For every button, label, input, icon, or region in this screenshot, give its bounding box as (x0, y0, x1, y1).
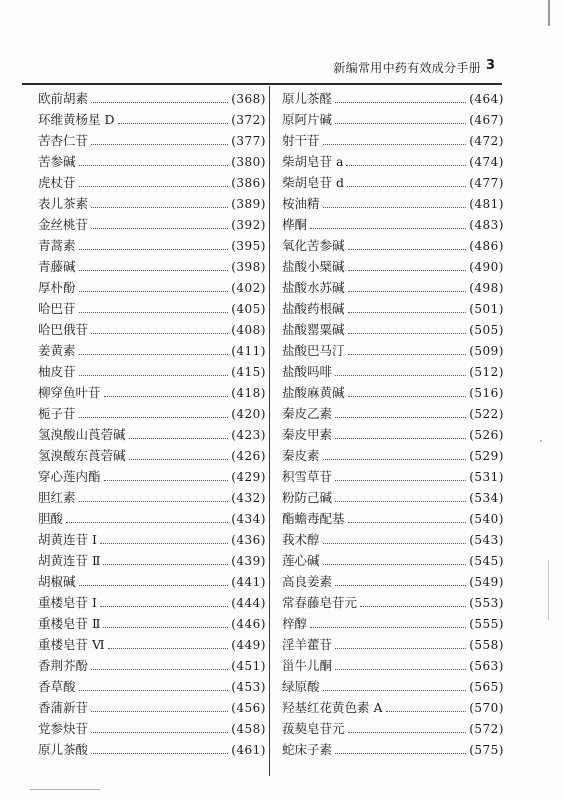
entry-page-number: (368) (231, 92, 266, 106)
entry-page-number: (395) (231, 239, 266, 253)
index-entry (38, 424, 266, 445)
index-entry (282, 298, 504, 319)
index-entry (282, 550, 504, 571)
index-entry (38, 340, 266, 361)
entry-compound-name: 苦参碱 (38, 154, 76, 169)
entry-page-number: (575) (469, 743, 504, 757)
entry-compound-name: 重楼皂苷 Ⅵ (38, 637, 105, 652)
entry-page-number: (481) (469, 197, 504, 211)
dot-leader (79, 164, 229, 166)
entry-compound-name: 常春藤皂苷元 (282, 595, 358, 610)
scan-speck (540, 440, 542, 442)
entry-page-number: (461) (231, 743, 266, 757)
entry-compound-name: 柳穿鱼叶苷 (38, 385, 101, 400)
index-entry (38, 361, 266, 382)
index-entry (38, 529, 266, 550)
index-entry (282, 739, 504, 760)
dot-leader (108, 647, 229, 649)
entry-compound-name: 穿心莲内酯 (38, 469, 101, 484)
entry-page-number: (402) (231, 281, 266, 295)
dot-leader (104, 395, 229, 397)
entry-compound-name: 蛇床子素 (282, 742, 333, 757)
index-entry (282, 487, 504, 508)
column-divider (269, 86, 270, 776)
entry-page-number: (377) (231, 134, 266, 148)
entry-compound-name: 欧前胡素 (38, 91, 89, 106)
dot-leader (91, 731, 228, 733)
index-entry (38, 172, 266, 193)
entry-compound-name: 原儿茶酸 (38, 742, 89, 757)
entry-page-number: (464) (469, 92, 504, 106)
dot-leader (91, 668, 228, 670)
header-rule (22, 83, 502, 85)
entry-compound-name: 盐酸水苏碱 (282, 280, 345, 295)
entry-page-number: (555) (469, 617, 504, 631)
dot-leader (79, 353, 229, 355)
entry-page-number: (474) (469, 155, 504, 169)
index-entry (38, 88, 266, 109)
index-entry (38, 718, 266, 739)
index-entry (38, 193, 266, 214)
entry-compound-name: 胆酸 (38, 511, 64, 526)
dot-leader (91, 227, 228, 229)
entry-page-number: (563) (469, 659, 504, 673)
entry-compound-name: 柴胡皂苷 d (282, 175, 344, 190)
dot-leader (335, 437, 466, 439)
dot-leader (79, 584, 229, 586)
dot-leader (360, 605, 466, 607)
dot-leader (348, 269, 467, 271)
dot-leader (79, 416, 229, 418)
dot-leader (347, 185, 466, 187)
index-entry (282, 592, 504, 613)
entry-page-number: (372) (231, 113, 266, 127)
entry-compound-name: 柴胡皂苷 a (282, 154, 344, 169)
dot-leader (323, 458, 467, 460)
dot-leader (348, 248, 467, 250)
dot-leader (66, 521, 228, 523)
dot-leader (335, 584, 466, 586)
dot-leader (100, 542, 228, 544)
entry-compound-name: 盐酸小檗碱 (282, 259, 345, 274)
entry-page-number: (456) (231, 701, 266, 715)
index-entry (282, 403, 504, 424)
entry-compound-name: 羟基红花黄色素 A (282, 700, 383, 715)
index-entry (282, 235, 504, 256)
entry-compound-name: 哈巴苷 (38, 301, 76, 316)
dot-leader (335, 416, 466, 418)
dot-leader (323, 143, 467, 145)
entry-page-number: (545) (469, 554, 504, 568)
entry-compound-name: 原儿茶醛 (282, 91, 333, 106)
page-number: 3 (485, 58, 495, 73)
dot-leader (335, 479, 466, 481)
entry-page-number: (549) (469, 575, 504, 589)
entry-compound-name: 虎杖苷 (38, 175, 76, 190)
entry-compound-name: 厚朴酚 (38, 280, 76, 295)
dot-leader (91, 143, 228, 145)
index-entry (38, 277, 266, 298)
entry-compound-name: 氢溴酸山莨菪碱 (38, 427, 126, 442)
entry-compound-name: 桉油精 (282, 196, 320, 211)
index-entry (282, 424, 504, 445)
entry-page-number: (436) (231, 533, 266, 547)
entry-compound-name: 甾牛儿酮 (282, 658, 333, 673)
index-entry (282, 613, 504, 634)
entry-compound-name: 香草酸 (38, 679, 76, 694)
index-entry (38, 571, 266, 592)
entry-page-number: (458) (231, 722, 266, 736)
entry-compound-name: 胡椒碱 (38, 574, 76, 589)
dot-leader (335, 647, 466, 649)
entry-page-number: (411) (231, 344, 266, 358)
index-entry (282, 340, 504, 361)
dot-leader (346, 164, 466, 166)
dot-leader (323, 206, 467, 208)
entry-compound-name: 香荆芥酚 (38, 658, 89, 673)
index-entry (38, 697, 266, 718)
index-entry (282, 445, 504, 466)
entry-page-number: (423) (231, 428, 266, 442)
dot-leader (348, 353, 467, 355)
dot-leader (348, 290, 467, 292)
index-entry (38, 655, 266, 676)
dot-leader (335, 374, 466, 376)
entry-compound-name: 青蒿素 (38, 238, 76, 253)
index-entry (38, 592, 266, 613)
entry-page-number: (570) (469, 701, 504, 715)
entry-page-number: (572) (469, 722, 504, 736)
entry-page-number: (392) (231, 218, 266, 232)
index-entry (282, 130, 504, 151)
index-entry (38, 319, 266, 340)
entry-compound-name: 香蒲新苷 (38, 700, 89, 715)
entry-compound-name: 菝葜皂苷元 (282, 721, 345, 736)
entry-compound-name: 酯蟾毒配基 (282, 511, 345, 526)
entry-compound-name: 盐酸药根碱 (282, 301, 345, 316)
entry-page-number: (512) (469, 365, 504, 379)
entry-page-number: (449) (231, 638, 266, 652)
index-entry (38, 256, 266, 277)
dot-leader (79, 269, 229, 271)
index-column-left (38, 88, 266, 757)
dot-leader (79, 290, 229, 292)
index-entry (38, 634, 266, 655)
index-entry (282, 361, 504, 382)
entry-page-number: (389) (231, 197, 266, 211)
index-entry (282, 676, 504, 697)
dot-leader (79, 500, 229, 502)
entry-page-number: (434) (231, 512, 266, 526)
entry-compound-name: 盐酸麻黄碱 (282, 385, 345, 400)
entry-page-number: (405) (231, 302, 266, 316)
entry-compound-name: 莪术醇 (282, 532, 320, 547)
index-entry (282, 277, 504, 298)
dot-leader (335, 668, 466, 670)
dot-leader (310, 626, 466, 628)
entry-page-number: (415) (231, 365, 266, 379)
index-entry (38, 382, 266, 403)
entry-page-number: (418) (231, 386, 266, 400)
entry-compound-name: 盐酸吗啡 (282, 364, 333, 379)
entry-compound-name: 淫羊藿苷 (282, 637, 333, 652)
entry-page-number: (446) (231, 617, 266, 631)
entry-compound-name: 粉防己碱 (282, 490, 333, 505)
dot-leader (323, 563, 467, 565)
entry-compound-name: 重楼皂苷 Ⅱ (38, 616, 101, 631)
index-entry (282, 172, 504, 193)
entry-page-number: (467) (469, 113, 504, 127)
entry-page-number: (486) (469, 239, 504, 253)
entry-page-number: (477) (469, 176, 504, 190)
index-entry (282, 88, 504, 109)
dot-leader (335, 101, 466, 103)
entry-compound-name: 桦酮 (282, 217, 308, 232)
entry-page-number: (505) (469, 323, 504, 337)
entry-page-number: (432) (231, 491, 266, 505)
entry-page-number: (534) (469, 491, 504, 505)
dot-leader (348, 521, 467, 523)
running-header-title: 新编常用中药有效成分手册 (333, 61, 481, 75)
entry-compound-name: 青藤碱 (38, 259, 76, 274)
entry-compound-name: 姜黄素 (38, 343, 76, 358)
entry-page-number: (398) (231, 260, 266, 274)
index-entry (282, 256, 504, 277)
index-entry (38, 403, 266, 424)
dot-leader (348, 311, 467, 313)
index-entry (38, 445, 266, 466)
page-edge-mark (548, 0, 550, 26)
index-entry (282, 529, 504, 550)
entry-page-number: (426) (231, 449, 266, 463)
index-entry (38, 466, 266, 487)
entry-compound-name: 秦皮乙素 (282, 406, 333, 421)
entry-page-number: (522) (469, 407, 504, 421)
entry-page-number: (553) (469, 596, 504, 610)
dot-leader (91, 101, 228, 103)
index-entry (282, 571, 504, 592)
dot-leader (79, 374, 229, 376)
entry-page-number: (451) (231, 659, 266, 673)
entry-compound-name: 金丝桃苷 (38, 217, 89, 232)
index-entry (282, 466, 504, 487)
entry-compound-name: 盐酸罂粟碱 (282, 322, 345, 337)
index-entry (282, 193, 504, 214)
dot-leader (91, 332, 228, 334)
dot-leader (91, 710, 228, 712)
entry-compound-name: 秦皮甲素 (282, 427, 333, 442)
index-entry (282, 151, 504, 172)
entry-compound-name: 氧化苦参碱 (282, 238, 345, 253)
dot-leader (103, 626, 228, 628)
dot-leader (91, 206, 228, 208)
scan-mark-bottom (30, 789, 100, 790)
dot-leader (129, 458, 229, 460)
entry-page-number: (408) (231, 323, 266, 337)
index-entry (282, 634, 504, 655)
dot-leader (335, 122, 466, 124)
dot-leader (335, 752, 466, 754)
entry-compound-name: 苦杏仁苷 (38, 133, 89, 148)
entry-page-number: (441) (231, 575, 266, 589)
dot-leader (79, 689, 229, 691)
entry-compound-name: 盐酸巴马汀 (282, 343, 345, 358)
entry-page-number: (531) (469, 470, 504, 484)
index-entry (38, 508, 266, 529)
entry-page-number: (444) (231, 596, 266, 610)
dot-leader (79, 248, 229, 250)
entry-compound-name: 胡黄连苷 Ⅱ (38, 553, 101, 568)
entry-page-number: (565) (469, 680, 504, 694)
index-entry (38, 298, 266, 319)
index-entry (38, 613, 266, 634)
dot-leader (386, 710, 467, 712)
entry-compound-name: 秦皮素 (282, 448, 320, 463)
entry-page-number: (472) (469, 134, 504, 148)
entry-page-number: (498) (469, 281, 504, 295)
index-entry (282, 697, 504, 718)
running-header (0, 56, 563, 78)
entry-compound-name: 重楼皂苷 I (38, 595, 97, 610)
dot-leader (79, 311, 229, 313)
entry-page-number: (380) (231, 155, 266, 169)
index-entry (38, 235, 266, 256)
dot-leader (323, 542, 467, 544)
entry-compound-name: 胡黄连苷 I (38, 532, 97, 547)
dot-leader (310, 227, 466, 229)
index-entry (38, 214, 266, 235)
dot-leader (104, 479, 229, 481)
entry-page-number: (501) (469, 302, 504, 316)
dot-leader (129, 437, 229, 439)
entry-compound-name: 莲心碱 (282, 553, 320, 568)
entry-page-number: (429) (231, 470, 266, 484)
entry-page-number: (483) (469, 218, 504, 232)
entry-page-number: (509) (469, 344, 504, 358)
index-entry (38, 487, 266, 508)
entry-compound-name: 环维黄杨星 D (38, 112, 115, 127)
entry-compound-name: 胆红素 (38, 490, 76, 505)
dot-leader (100, 605, 228, 607)
entry-compound-name: 射干苷 (282, 133, 320, 148)
dot-leader (79, 185, 229, 187)
index-entry (282, 109, 504, 130)
entry-compound-name: 积雪草苷 (282, 469, 333, 484)
entry-page-number: (516) (469, 386, 504, 400)
entry-page-number: (439) (231, 554, 266, 568)
index-entry (282, 382, 504, 403)
index-entry (38, 676, 266, 697)
index-entry (38, 109, 266, 130)
index-column-right (282, 88, 504, 757)
entry-page-number: (540) (469, 512, 504, 526)
entry-page-number: (529) (469, 449, 504, 463)
index-entry (282, 319, 504, 340)
index-entry (282, 655, 504, 676)
entry-page-number: (386) (231, 176, 266, 190)
entry-page-number: (558) (469, 638, 504, 652)
entry-compound-name: 氢溴酸东莨菪碱 (38, 448, 126, 463)
scan-mark-right (548, 560, 549, 620)
entry-page-number: (543) (469, 533, 504, 547)
entry-compound-name: 梓醇 (282, 616, 308, 631)
entry-compound-name: 哈巴俄苷 (38, 322, 89, 337)
entry-compound-name: 栀子苷 (38, 406, 76, 421)
entry-compound-name: 高良姜素 (282, 574, 333, 589)
entry-compound-name: 绿原酸 (282, 679, 320, 694)
entry-compound-name: 柚皮苷 (38, 364, 76, 379)
dot-leader (91, 752, 228, 754)
entry-compound-name: 党参炔苷 (38, 721, 89, 736)
entry-page-number: (526) (469, 428, 504, 442)
index-entry (282, 214, 504, 235)
dot-leader (103, 563, 228, 565)
entry-page-number: (490) (469, 260, 504, 274)
dot-leader (118, 122, 229, 124)
entry-compound-name: 原阿片碱 (282, 112, 333, 127)
dot-leader (323, 689, 467, 691)
entry-compound-name: 表儿茶素 (38, 196, 89, 211)
dot-leader (335, 500, 466, 502)
index-entry (38, 550, 266, 571)
dot-leader (348, 395, 467, 397)
index-entry (282, 508, 504, 529)
index-entry (38, 151, 266, 172)
index-entry (38, 130, 266, 151)
dot-leader (348, 332, 467, 334)
index-entry (282, 718, 504, 739)
entry-page-number: (453) (231, 680, 266, 694)
entry-page-number: (420) (231, 407, 266, 421)
index-entry (38, 739, 266, 760)
dot-leader (348, 731, 467, 733)
